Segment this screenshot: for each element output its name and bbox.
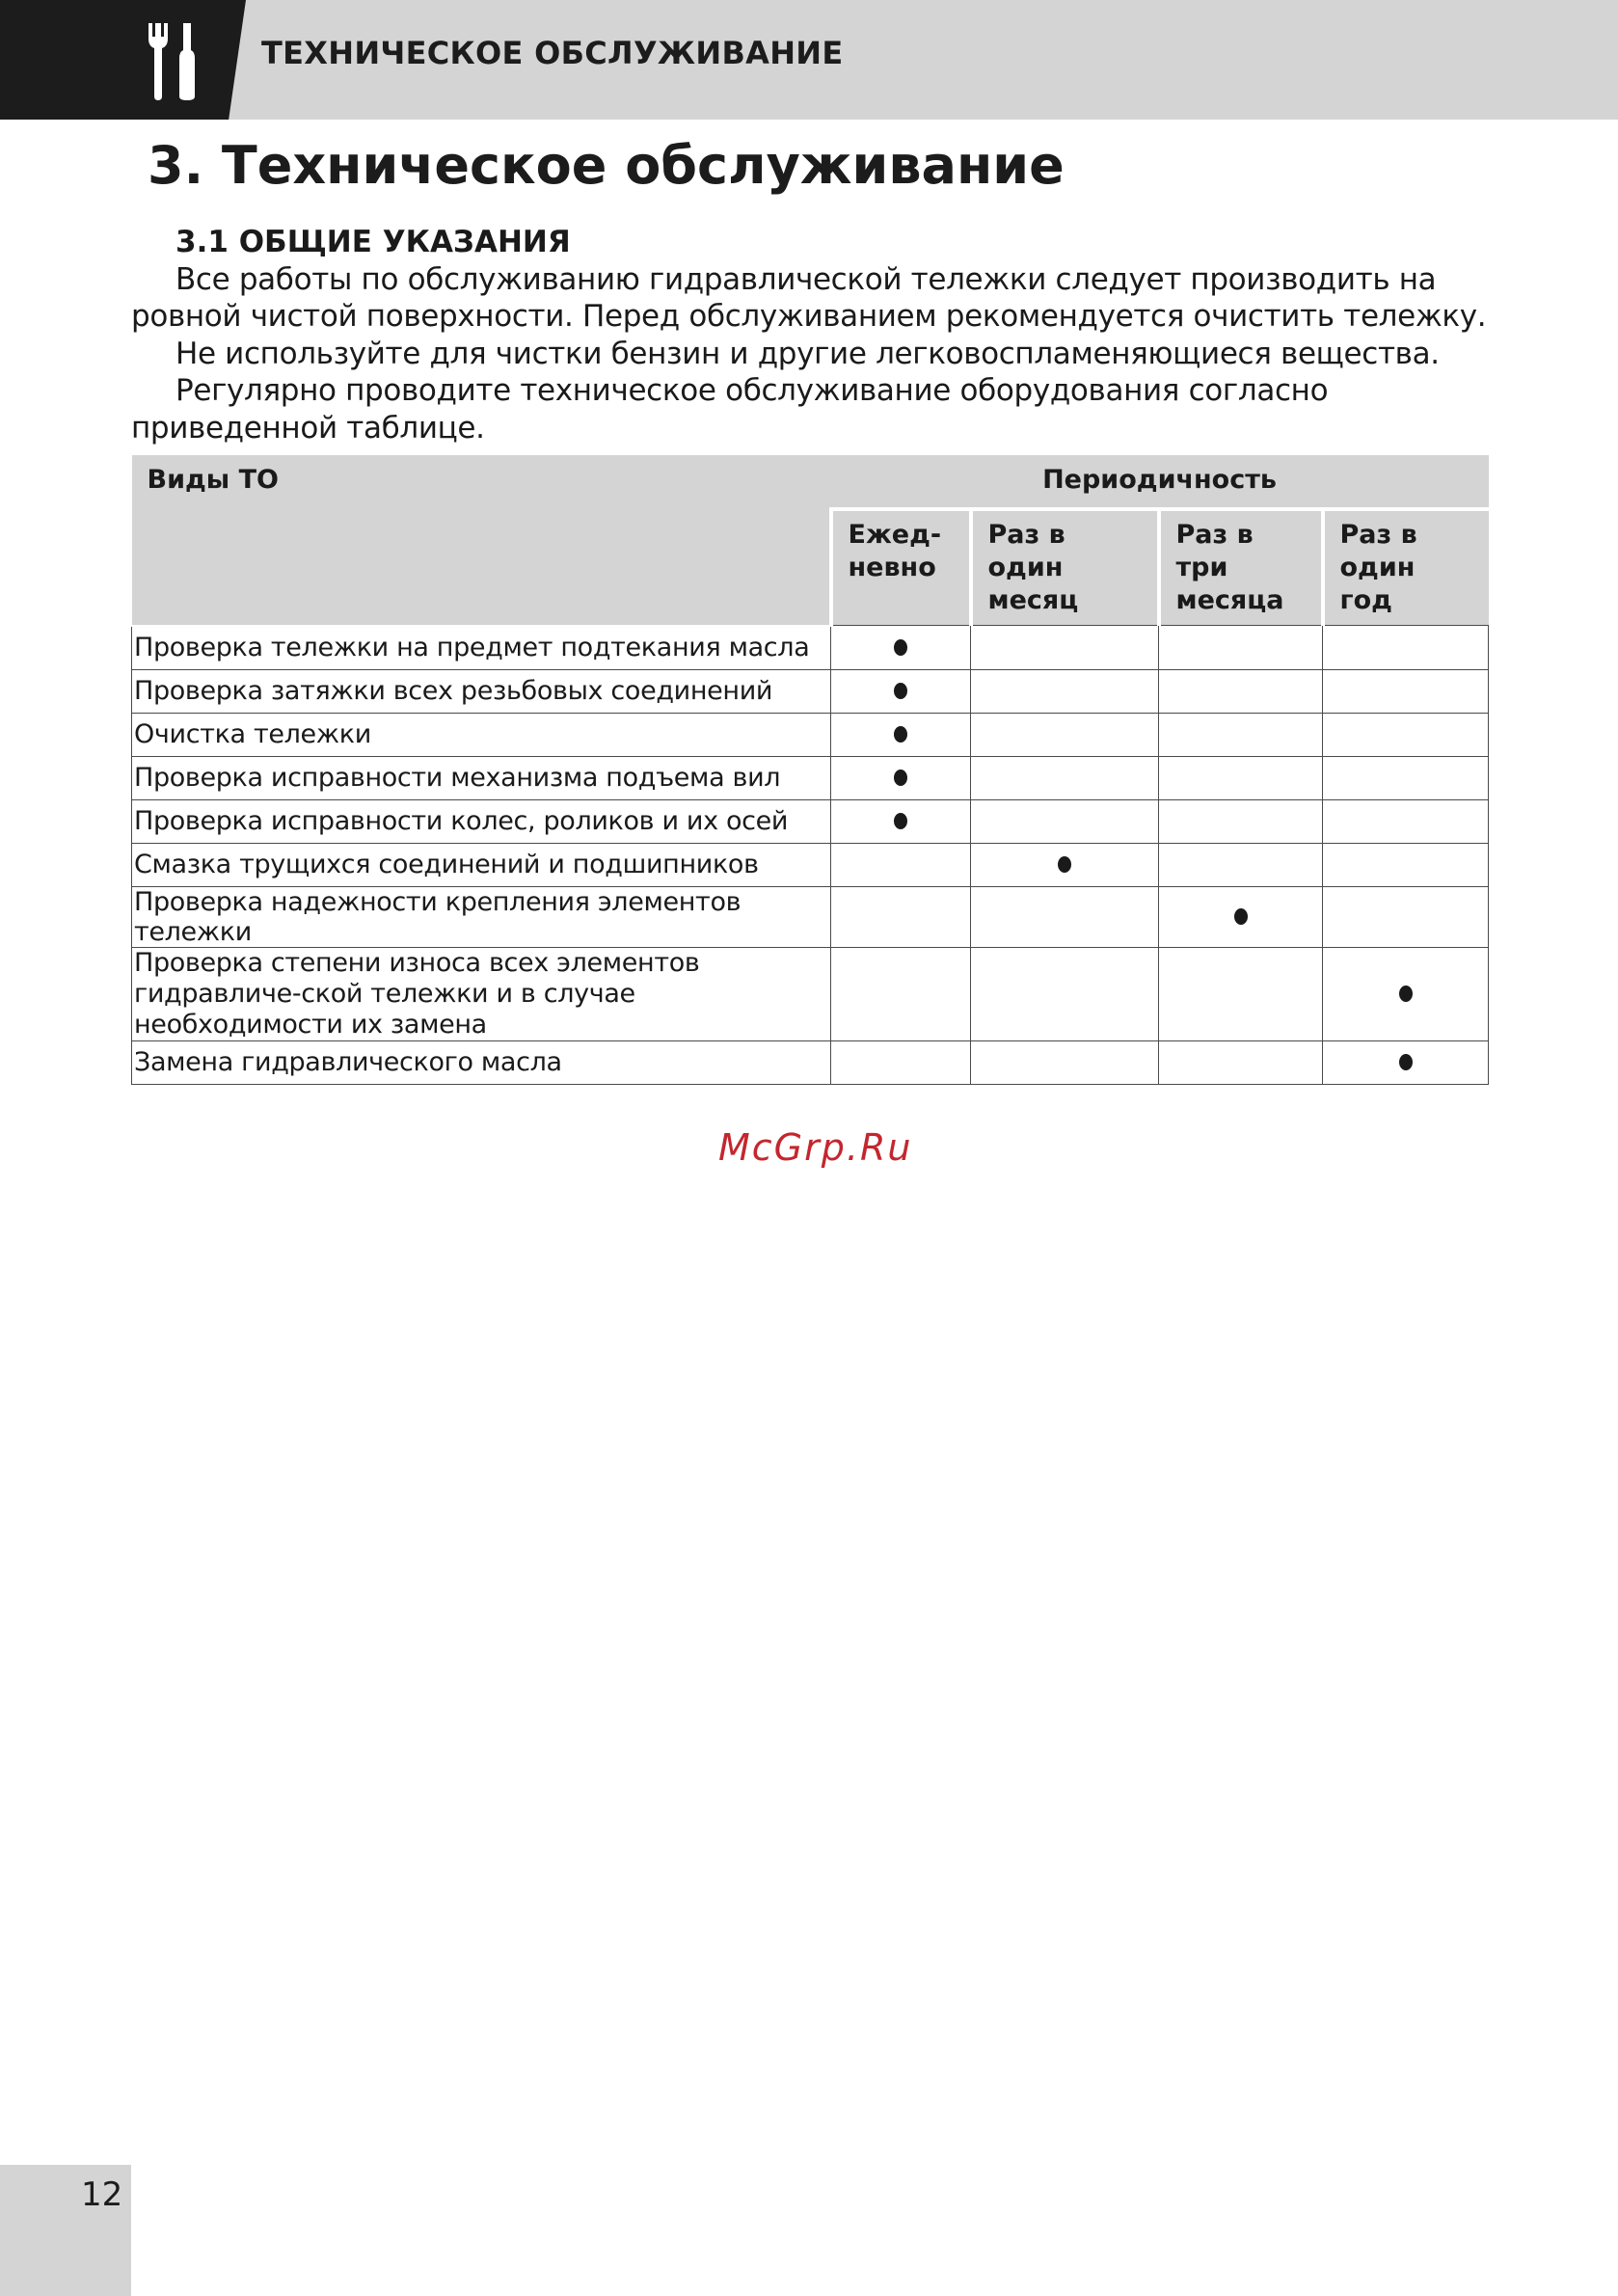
maintenance-table — [131, 455, 1489, 1085]
period-cell — [831, 626, 971, 670]
period-cell — [1323, 713, 1489, 756]
period-cell — [1159, 947, 1323, 1040]
period-cell — [831, 886, 971, 947]
period-cell — [1323, 843, 1489, 886]
table-row — [132, 626, 1489, 670]
page-number: 12 — [81, 2175, 123, 2214]
header-icon-block — [0, 0, 246, 120]
table-row — [132, 1040, 1489, 1084]
column-header-monthly: Раз в один месяц — [971, 509, 1159, 626]
bullet-mark-icon — [1399, 1054, 1413, 1070]
period-cell — [1323, 669, 1489, 713]
period-cell — [1159, 626, 1323, 670]
paragraph: Регулярно проводите техническое обслуживание оборудования согласно приведенной таблице. — [131, 373, 1329, 446]
row-label: Проверка затяжки всех резьбовых соединений — [132, 669, 831, 713]
period-cell — [831, 669, 971, 713]
period-cell — [1159, 843, 1323, 886]
period-cell — [971, 886, 1159, 947]
table-row — [132, 799, 1489, 843]
bullet-mark-icon — [894, 770, 907, 786]
period-cell — [831, 713, 971, 756]
row-label: Замена гидравлического масла — [132, 1040, 831, 1084]
period-cell — [831, 799, 971, 843]
row-label: Проверка исправности механизма подъема вил — [132, 756, 831, 799]
period-cell — [1323, 799, 1489, 843]
row-label: Проверка исправности колес, роликов и их осей — [132, 799, 831, 843]
period-cell — [831, 947, 971, 1040]
paragraph: Все работы по обслуживанию гидравлической тележки следует производить на ровной чистой поверхности. Перед обслуживанием рекомендуется очистить тележку. — [131, 261, 1487, 334]
bullet-mark-icon — [894, 813, 907, 829]
period-cell — [971, 713, 1159, 756]
period-cell — [971, 626, 1159, 670]
bullet-mark-icon — [1399, 986, 1413, 1002]
bullet-mark-icon — [1234, 908, 1248, 925]
table-row — [132, 756, 1489, 799]
period-cell — [1159, 886, 1323, 947]
column-header-period: Периодичность — [831, 455, 1489, 509]
period-cell — [831, 756, 971, 799]
table-row — [132, 947, 1489, 1040]
period-cell — [1323, 886, 1489, 947]
column-header-quarterly: Раз в три месяца — [1159, 509, 1323, 626]
table-row — [132, 669, 1489, 713]
row-label: Проверка степени износа всех элементов гидравличе-ской тележки и в случае необходимости их замена — [132, 947, 831, 1040]
period-cell — [1159, 756, 1323, 799]
period-cell — [971, 756, 1159, 799]
period-cell — [971, 669, 1159, 713]
period-cell — [1323, 947, 1489, 1040]
section-general-instructions — [131, 224, 1491, 446]
period-cell — [1159, 1040, 1323, 1084]
period-cell — [1323, 626, 1489, 670]
row-label: Проверка надежности крепления элементов тележки — [132, 886, 831, 947]
row-label: Проверка тележки на предмет подтекания масла — [132, 626, 831, 670]
row-label: Очистка тележки — [132, 713, 831, 756]
period-cell — [971, 947, 1159, 1040]
row-label: Смазка трущихся соединений и подшипников — [132, 843, 831, 886]
column-header-daily: Ежед-невно — [831, 509, 971, 626]
period-cell — [1323, 1040, 1489, 1084]
period-cell — [1159, 713, 1323, 756]
tools-icon — [145, 23, 202, 100]
paragraph: Не используйте для чистки бензин и другие легковоспламеняющиеся вещества. — [175, 336, 1440, 371]
period-cell — [971, 1040, 1159, 1084]
period-cell — [1323, 756, 1489, 799]
table-row — [132, 886, 1489, 947]
page-title: 3. Техническое обслуживание — [148, 135, 1065, 196]
period-cell — [831, 1040, 971, 1084]
bullet-mark-icon — [894, 639, 907, 656]
period-cell — [971, 843, 1159, 886]
table-row — [132, 713, 1489, 756]
period-cell — [1159, 669, 1323, 713]
column-header-type: Виды ТО — [132, 455, 831, 626]
period-cell — [831, 843, 971, 886]
watermark: McGrp.Ru — [718, 1126, 913, 1169]
header-title: ТЕХНИЧЕСКОЕ ОБСЛУЖИВАНИЕ — [261, 35, 844, 71]
table-row — [132, 843, 1489, 886]
period-cell — [971, 799, 1159, 843]
bullet-mark-icon — [894, 726, 907, 743]
period-cell — [1159, 799, 1323, 843]
table-body — [132, 626, 1489, 1085]
section-heading: 3.1 ОБЩИЕ УКАЗАНИЯ — [175, 225, 571, 259]
bullet-mark-icon — [1058, 856, 1071, 873]
column-header-yearly: Раз в один год — [1323, 509, 1489, 626]
bullet-mark-icon — [894, 683, 907, 699]
